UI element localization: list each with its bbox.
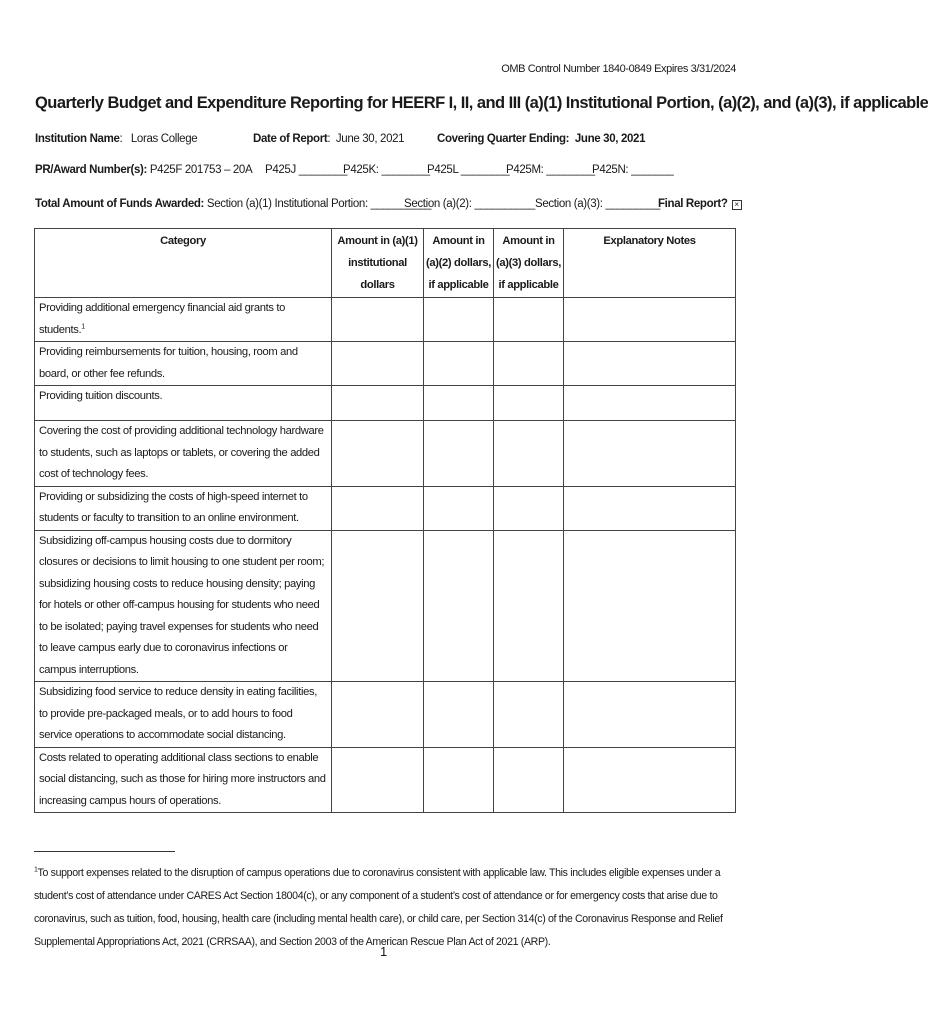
footnote-separator — [34, 851, 175, 852]
amount-a2-cell[interactable] — [424, 298, 494, 342]
institution-label: Institution Name — [35, 133, 120, 145]
quarter-label: Covering Quarter Ending: — [437, 133, 570, 145]
row-category: Providing or subsidizing the costs of high-speed internet to students or faculty to transition to an online environment. — [35, 486, 332, 530]
amount-a3-cell[interactable] — [494, 530, 564, 682]
footnote-text: To support expenses related to the disruption of campus operations due to coronavirus consistent with applicable law. This includes eligible expenses under a student’s cost of attendance under CARES Act Section 18004(c), or any component of a student’s cost of attendance or for emergency costs that arise due to coronavirus, such as tuition, food, housing, health care (including mental health care), or child care, per Section 314(c) of the Coronavirus Response and Relief Supplemental Appropriations Act, 2021 (CRRSAA), and Section 2003 of the American Rescue Plan Act of 2021 (ARP). — [34, 867, 723, 948]
p425l-field: P425L ________ — [427, 164, 510, 176]
row-category: Costs related to operating additional class sections to enable social distancing, such as those for hiring more instructors and increasing campus hours of operations. — [35, 747, 332, 813]
p425n-field: P425N: _______ — [592, 164, 674, 176]
footnote-marker: 1 — [34, 866, 38, 874]
amount-a3-cell[interactable] — [494, 342, 564, 386]
final-report-checkbox[interactable]: × — [732, 200, 742, 210]
amount-a2-cell[interactable] — [424, 342, 494, 386]
amount-a1-cell[interactable] — [332, 486, 424, 530]
amount-a2-cell[interactable] — [424, 386, 494, 421]
amount-a1-cell[interactable] — [332, 342, 424, 386]
award-number-row — [35, 164, 252, 176]
row-category: Providing reimbursements for tuition, housing, room and board, or other fee refunds. — [35, 342, 332, 386]
header-amount-a2: Amount in (a)(2) dollars, if applicable — [424, 229, 494, 298]
row-category: Subsidizing food service to reduce density in eating facilities, to provide pre-packaged meals, or to add hours to food service operations to accommodate social distancing. — [35, 682, 332, 748]
award-label: PR/Award Number(s): — [35, 164, 147, 176]
award-value: P425F 201753 – 20A — [149, 164, 253, 176]
amount-a3-cell[interactable] — [494, 421, 564, 487]
amount-a2-cell[interactable] — [424, 747, 494, 813]
row-category: Covering the cost of providing additional technology hardware to students, such as laptops or tablets, or covering the added cost of technology fees. — [35, 421, 332, 487]
header-category: Category — [35, 229, 332, 298]
table-row — [35, 486, 736, 530]
amount-a1-cell[interactable] — [332, 682, 424, 748]
page-number: 1 — [380, 944, 388, 959]
table-row — [35, 298, 736, 342]
final-report-label: Final Report? — [658, 198, 728, 210]
amount-a1-cell[interactable] — [332, 747, 424, 813]
table-row — [35, 421, 736, 487]
amount-a3-cell[interactable] — [494, 298, 564, 342]
page-title: Quarterly Budget and Expenditure Reporting for HEERF I, II, and III (a)(1) Institutional Portion, (a)(2), and (a)(3), if applicable — [35, 94, 928, 112]
header-amount-a3: Amount in (a)(3) dollars, if applicable — [494, 229, 564, 298]
p425j-field: P425J ________ — [265, 164, 348, 176]
row-category: Subsidizing off-campus housing costs due to dormitory closures or decisions to limit housing to one student per room; subsidizing housing costs to reduce housing density; paying for hotels or other off-campus housing for students who need to be isolated; paying travel expenses for students who need to leave campus early due to coronavirus infections or campus interruptions. — [35, 530, 332, 682]
institution-value: Loras College — [130, 133, 198, 145]
row-category: Providing tuition discounts. — [35, 386, 332, 421]
header-amount-a1: Amount in (a)(1) institutional dollars — [332, 229, 424, 298]
notes-cell[interactable] — [564, 421, 736, 487]
table-row — [35, 342, 736, 386]
table-header-row — [35, 229, 736, 298]
amount-a2-cell[interactable] — [424, 530, 494, 682]
footnote-ref[interactable]: 1 — [81, 322, 85, 330]
notes-cell[interactable] — [564, 486, 736, 530]
total-label: Total Amount of Funds Awarded: — [35, 198, 205, 210]
date-of-report: Date of Report: June 30, 2021 — [253, 133, 405, 145]
table-row — [35, 386, 736, 421]
table-row — [35, 530, 736, 682]
notes-cell[interactable] — [564, 530, 736, 682]
amount-a2-cell[interactable] — [424, 682, 494, 748]
quarter-value: June 30, 2021 — [574, 133, 646, 145]
amount-a3-cell[interactable] — [494, 386, 564, 421]
amount-a1-cell[interactable] — [332, 421, 424, 487]
amount-a1-cell[interactable] — [332, 298, 424, 342]
table-row — [35, 747, 736, 813]
date-label: Date of Report — [253, 133, 328, 145]
total-a3: Section (a)(3): _________ — [535, 198, 660, 210]
notes-cell[interactable] — [564, 342, 736, 386]
final-report — [658, 198, 742, 210]
amount-a3-cell[interactable] — [494, 682, 564, 748]
omb-control-number: OMB Control Number 1840-0849 Expires 3/31/2024 — [501, 63, 736, 75]
header-explanatory-notes: Explanatory Notes — [564, 229, 736, 298]
total-a1: Section (a)(1) Institutional Portion: __________ — [206, 198, 432, 210]
amount-a2-cell[interactable] — [424, 421, 494, 487]
institution-row: Institution Name: Loras College — [35, 133, 198, 145]
amount-a3-cell[interactable] — [494, 486, 564, 530]
total-a2: Section (a)(2): __________ — [404, 198, 535, 210]
notes-cell[interactable] — [564, 747, 736, 813]
notes-cell[interactable] — [564, 298, 736, 342]
amount-a1-cell[interactable] — [332, 386, 424, 421]
notes-cell[interactable] — [564, 682, 736, 748]
covering-quarter — [437, 133, 645, 145]
date-value: June 30, 2021 — [335, 133, 405, 145]
amount-a2-cell[interactable] — [424, 486, 494, 530]
notes-cell[interactable] — [564, 386, 736, 421]
amount-a1-cell[interactable] — [332, 530, 424, 682]
amount-a3-cell[interactable] — [494, 747, 564, 813]
p425k-field: P425K: ________ — [343, 164, 430, 176]
table-row — [35, 682, 736, 748]
total-funds-row — [35, 198, 431, 210]
p425m-field: P425M: ________ — [506, 164, 595, 176]
row-category: Providing additional emergency financial aid grants to students.$^1$ — [35, 298, 332, 342]
footnote — [34, 862, 739, 954]
expenditure-table — [34, 228, 736, 813]
